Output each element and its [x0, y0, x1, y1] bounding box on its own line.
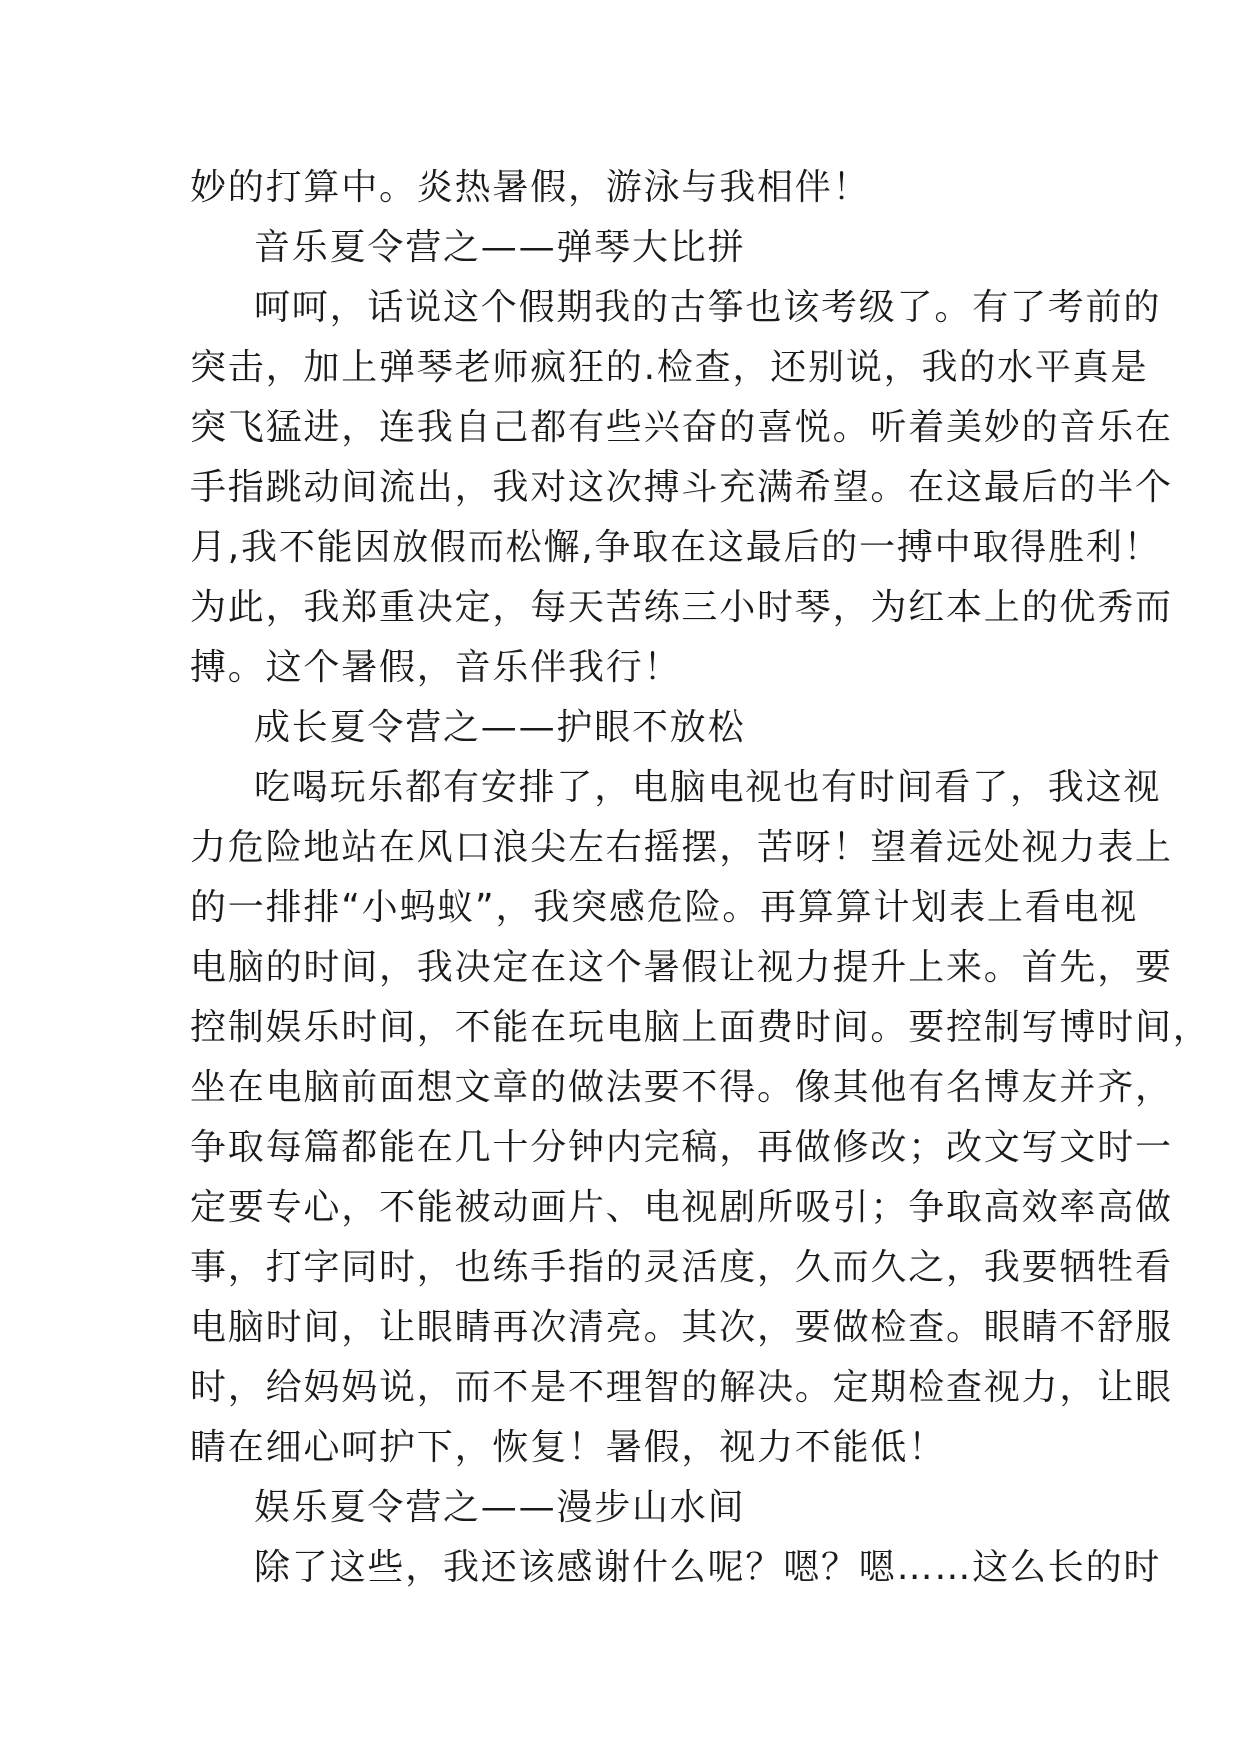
- text-line: 为此，我郑重决定，每天苦练三小时琴，为红本上的优秀而: [190, 587, 1173, 628]
- document-text-body: [190, 158, 1211, 1598]
- text-line: 电脑的时间，我决定在这个暑假让视力提升上来。首先，要: [190, 947, 1173, 988]
- text-line: 定要专心，不能被动画片、电视剧所吸引；争取高效率高做: [190, 1187, 1173, 1228]
- text-line: 月,我不能因放假而松懈,争取在这最后的一搏中取得胜利！: [190, 527, 1162, 568]
- text-line: 成长夏令营之——护眼不放松: [254, 707, 746, 748]
- text-line: 的一排排“小蚂蚁”，我突感危险。再算算计划表上看电视: [190, 887, 1139, 928]
- text-line: 音乐夏令营之——弹琴大比拼: [254, 227, 746, 268]
- text-line: 时，给妈妈说，而不是不理智的解决。定期检查视力，让眼: [190, 1367, 1173, 1408]
- text-line: 妙的打算中。炎热暑假，游泳与我相伴！: [190, 167, 871, 208]
- text-line: 除了这些，我还该感谢什么呢？嗯？嗯……这么长的时: [254, 1547, 1162, 1588]
- text-line: 事，打字同时，也练手指的灵活度，久而久之，我要牺牲看: [190, 1247, 1173, 1288]
- text-line: 争取每篇都能在几十分钟内完稿，再做修改；改文写文时一: [190, 1127, 1173, 1168]
- text-line: 睛在细心呵护下，恢复！暑假，视力不能低！: [190, 1427, 947, 1468]
- text-line: 坐在电脑前面想文章的做法要不得。像其他有名博友并齐，: [190, 1067, 1173, 1108]
- text-line: 手指跳动间流出，我对这次搏斗充满希望。在这最后的半个: [190, 467, 1173, 508]
- text-line: 突飞猛进，连我自己都有些兴奋的喜悦。听着美妙的音乐在: [190, 407, 1173, 448]
- text-line: 呵呵，话说这个假期我的古筝也该考级了。有了考前的: [254, 287, 1162, 328]
- text-line: 搏。这个暑假，音乐伴我行！: [190, 647, 682, 688]
- text-line: 娱乐夏令营之——漫步山水间: [254, 1487, 746, 1528]
- text-line: 电脑时间，让眼睛再次清亮。其次，要做检查。眼睛不舒服: [190, 1307, 1173, 1348]
- text-line: 突击，加上弹琴老师疯狂的.检查，还别说，我的水平真是: [190, 347, 1149, 388]
- text-line: 吃喝玩乐都有安排了，电脑电视也有时间看了，我这视: [254, 767, 1162, 808]
- text-line: 力危险地站在风口浪尖左右摇摆，苦呀！望着远处视力表上: [190, 827, 1173, 868]
- text-line: 控制娱乐时间，不能在玩电脑上面费时间。要控制写博时间，: [190, 1007, 1211, 1048]
